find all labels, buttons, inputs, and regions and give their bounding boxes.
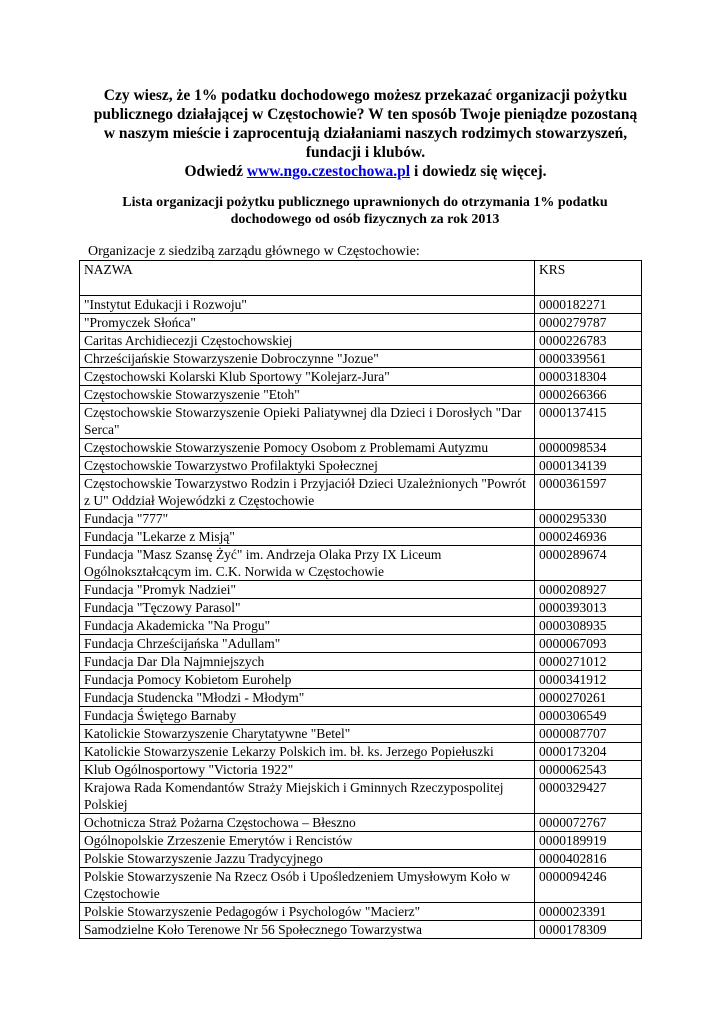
table-row	[80, 671, 642, 689]
krs-number: 0000393013	[535, 599, 642, 617]
visit-prefix: Odwiedź	[184, 163, 244, 180]
krs-number: 0000182271	[535, 296, 642, 314]
header-name: NAZWA	[80, 261, 535, 296]
krs-number: 0000271012	[535, 653, 642, 671]
organization-name: Fundacja "Lekarze z Misją"	[80, 528, 535, 546]
visit-suffix: i dowiedz się więcej.	[413, 163, 547, 180]
organization-name: Klub Ogólnosportowy "Victoria 1922"	[80, 761, 535, 779]
organization-name: Fundacja Dar Dla Najmniejszych	[80, 653, 535, 671]
table-row	[80, 903, 642, 921]
organization-name: Polskie Stowarzyszenie Jazzu Tradycyjnego	[80, 850, 535, 868]
organization-name: Częstochowskie Towarzystwo Profilaktyki Społecznej	[80, 457, 535, 475]
krs-number: 0000226783	[535, 332, 642, 350]
organization-name: Częstochowskie Stowarzyszenie Pomocy Osobom z Problemami Autyzmu	[80, 439, 535, 457]
krs-number: 0000306549	[535, 707, 642, 725]
table-row	[80, 510, 642, 528]
table-row	[80, 653, 642, 671]
krs-number: 0000266366	[535, 386, 642, 404]
organization-name: Samodzielne Koło Terenowe Nr 56 Społecznego Towarzystwa	[80, 921, 535, 939]
krs-number: 0000062543	[535, 761, 642, 779]
table-row	[80, 832, 642, 850]
organization-name: Fundacja "777"	[80, 510, 535, 528]
organization-name: Fundacja Studencka "Młodzi - Młodym"	[80, 689, 535, 707]
krs-number: 0000246936	[535, 528, 642, 546]
organizations-table	[79, 260, 642, 939]
table-caption: Organizacje z siedzibą zarządu głównego w Częstochowie:	[88, 244, 420, 259]
table-row	[80, 868, 642, 903]
krs-number: 0000318304	[535, 368, 642, 386]
krs-number: 0000178309	[535, 921, 642, 939]
table-row	[80, 439, 642, 457]
table-header-row	[80, 261, 642, 296]
intro-paragraph	[88, 86, 643, 181]
organization-name: Ogólnopolskie Zrzeszenie Emerytów i Rencistów	[80, 832, 535, 850]
organization-name: Częstochowskie Towarzystwo Rodzin i Przyjaciół Dzieci Uzależnionych "Powrót z U" Oddział Wojewódzki z Częstochowie	[80, 475, 535, 510]
table-row	[80, 475, 642, 510]
krs-number: 0000137415	[535, 404, 642, 439]
organization-name: Fundacja "Tęczowy Parasol"	[80, 599, 535, 617]
organization-name: Fundacja Chrześcijańska "Adullam"	[80, 635, 535, 653]
organization-name: Częstochowski Kolarski Klub Sportowy "Kolejarz-Jura"	[80, 368, 535, 386]
table-row	[80, 368, 642, 386]
table-row	[80, 404, 642, 439]
header-krs: KRS	[535, 261, 642, 296]
krs-number: 0000295330	[535, 510, 642, 528]
table-row	[80, 314, 642, 332]
table-row	[80, 707, 642, 725]
organization-name: Fundacja "Masz Szansę Żyć" im. Andrzeja Olaka Przy IX Liceum Ogólnokształcącym im. C.K. Norwida w Częstochowie	[80, 546, 535, 581]
krs-number: 0000023391	[535, 903, 642, 921]
krs-number: 0000189919	[535, 832, 642, 850]
table-row	[80, 921, 642, 939]
krs-number: 0000339561	[535, 350, 642, 368]
organization-name: Fundacja Świętego Barnaby	[80, 707, 535, 725]
krs-number: 0000279787	[535, 314, 642, 332]
organization-name: Fundacja Pomocy Kobietom Eurohelp	[80, 671, 535, 689]
organization-name: Krajowa Rada Komendantów Straży Miejskich i Gminnych Rzeczypospolitej Polskiej	[80, 779, 535, 814]
table-row	[80, 850, 642, 868]
krs-number: 0000270261	[535, 689, 642, 707]
table-row	[80, 599, 642, 617]
organization-name: Polskie Stowarzyszenie Pedagogów i Psychologów "Macierz"	[80, 903, 535, 921]
krs-number: 0000308935	[535, 617, 642, 635]
organization-name: Fundacja "Promyk Nadziei"	[80, 581, 535, 599]
krs-number: 0000072767	[535, 814, 642, 832]
krs-number: 0000361597	[535, 475, 642, 510]
krs-number: 0000173204	[535, 743, 642, 761]
table-row	[80, 689, 642, 707]
krs-number: 0000289674	[535, 546, 642, 581]
table-row	[80, 725, 642, 743]
intro-text: Czy wiesz, że 1% podatku dochodowego możesz przekazać organizacji pożytku publicznego działającej w Częstochowie? W ten sposób Twoje pieniądze pozostaną w naszym mieście i zaprocentują działaniami naszych rodzimych stowarzyszeń, fundacji i klubów.	[93, 87, 638, 161]
table-row	[80, 528, 642, 546]
table-row	[80, 617, 642, 635]
table-row	[80, 296, 642, 314]
organization-name: "Instytut Edukacji i Rozwoju"	[80, 296, 535, 314]
table-row	[80, 761, 642, 779]
krs-number: 0000329427	[535, 779, 642, 814]
list-title: Lista organizacji pożytku publicznego uprawnionych do otrzymania 1% podatku dochodowego od osób fizycznych za rok 2013	[122, 195, 608, 227]
organization-name: Caritas Archidiecezji Częstochowskiej	[80, 332, 535, 350]
table-row	[80, 332, 642, 350]
organizations-table-body	[80, 261, 642, 939]
organization-name: Chrześcijańskie Stowarzyszenie Dobroczynne "Jozue"	[80, 350, 535, 368]
krs-number: 0000134139	[535, 457, 642, 475]
organization-name: "Promyczek Słońca"	[80, 314, 535, 332]
organization-name: Ochotnicza Straż Pożarna Częstochowa – Błeszno	[80, 814, 535, 832]
organization-name: Katolickie Stowarzyszenie Charytatywne "Betel"	[80, 725, 535, 743]
table-row	[80, 457, 642, 475]
table-row	[80, 581, 642, 599]
table-row	[80, 635, 642, 653]
krs-number: 0000098534	[535, 439, 642, 457]
table-row	[80, 386, 642, 404]
organization-name: Katolickie Stowarzyszenie Lekarzy Polskich im. bł. ks. Jerzego Popiełuszki	[80, 743, 535, 761]
website-link[interactable]: www.ngo.czestochowa.pl	[246, 163, 411, 180]
krs-number: 0000087707	[535, 725, 642, 743]
krs-number: 0000402816	[535, 850, 642, 868]
table-row	[80, 814, 642, 832]
organization-name: Polskie Stowarzyszenie Na Rzecz Osób i Upośledzeniem Umysłowym Koło w Częstochowie	[80, 868, 535, 903]
krs-number: 0000094246	[535, 868, 642, 903]
krs-number: 0000341912	[535, 671, 642, 689]
table-row	[80, 743, 642, 761]
organization-name: Częstochowskie Stowarzyszenie Opieki Paliatywnej dla Dzieci i Dorosłych "Dar Serca"	[80, 404, 535, 439]
table-row	[80, 350, 642, 368]
krs-number: 0000208927	[535, 581, 642, 599]
table-row	[80, 779, 642, 814]
organization-name: Częstochowskie Stowarzyszenie "Etoh"	[80, 386, 535, 404]
krs-number: 0000067093	[535, 635, 642, 653]
organization-name: Fundacja Akademicka "Na Progu"	[80, 617, 535, 635]
table-row	[80, 546, 642, 581]
